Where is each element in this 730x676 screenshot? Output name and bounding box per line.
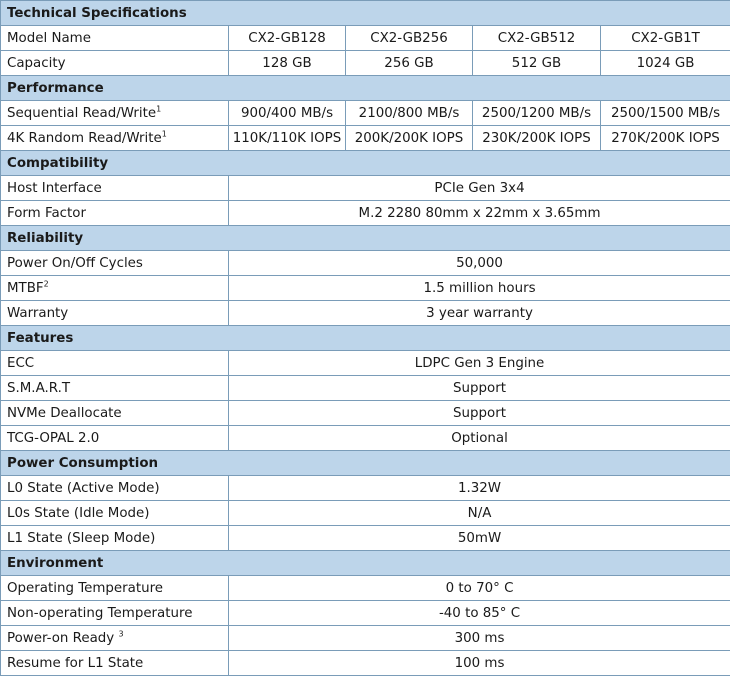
row-label: Non-operating Temperature [1,601,229,626]
value-cell: 3 year warranty [229,301,730,326]
table-row [1,101,730,126]
row-label: L1 State (Sleep Mode) [1,526,229,551]
capacity-cell: 1024 GB [601,51,730,76]
model-cell: CX2-GB128 [229,26,346,51]
table-row [1,276,730,301]
value-cell: 50,000 [229,251,730,276]
table-row [1,126,730,151]
label-text: 4K Random Read/Write [7,131,162,146]
table-row [1,26,730,51]
section-title: Technical Specifications [1,1,730,26]
table-row [1,526,730,551]
footnote-marker: 1 [162,129,167,138]
value-cell: M.2 2280 80mm x 22mm x 3.65mm [229,201,730,226]
model-cell: CX2-GB512 [473,26,601,51]
row-label: NVMe Deallocate [1,401,229,426]
value-cell: 0 to 70° C [229,576,730,601]
label-text: MTBF [7,281,44,296]
value-cell: 110K/110K IOPS [229,126,346,151]
label-text: Sequential Read/Write [7,106,156,121]
section-environment [1,551,730,576]
row-label: Resume for L1 State [1,651,229,676]
row-label [1,276,229,301]
capacity-cell: 512 GB [473,51,601,76]
value-cell: 2500/1200 MB/s [473,101,601,126]
value-cell: 100 ms [229,651,730,676]
value-cell: LDPC Gen 3 Engine [229,351,730,376]
row-label: L0s State (Idle Mode) [1,501,229,526]
value-cell: 50mW [229,526,730,551]
value-cell: 300 ms [229,626,730,651]
row-label: Host Interface [1,176,229,201]
footnote-marker: 3 [118,629,123,638]
row-label: Power On/Off Cycles [1,251,229,276]
section-title: Compatibility [1,151,730,176]
value-cell: PCIe Gen 3x4 [229,176,730,201]
table-row [1,301,730,326]
table-row [1,426,730,451]
table-row [1,626,730,651]
value-cell: 270K/200K IOPS [601,126,730,151]
section-features [1,326,730,351]
section-power-consumption [1,451,730,476]
table-row [1,651,730,676]
row-label: Model Name [1,26,229,51]
value-cell: 2100/800 MB/s [346,101,473,126]
table-row [1,476,730,501]
row-label [1,626,229,651]
section-title: Features [1,326,730,351]
table-row [1,176,730,201]
section-reliability [1,226,730,251]
row-label [1,126,229,151]
row-label: ECC [1,351,229,376]
row-label: L0 State (Active Mode) [1,476,229,501]
row-label: Operating Temperature [1,576,229,601]
value-cell: Optional [229,426,730,451]
value-cell: 900/400 MB/s [229,101,346,126]
value-cell: N/A [229,501,730,526]
model-cell: CX2-GB256 [346,26,473,51]
section-performance [1,76,730,101]
capacity-cell: 128 GB [229,51,346,76]
footnote-marker: 1 [156,104,161,113]
row-label: Warranty [1,301,229,326]
table-row [1,51,730,76]
section-title: Power Consumption [1,451,730,476]
table-row [1,251,730,276]
table-row [1,501,730,526]
row-label: Form Factor [1,201,229,226]
value-cell: 200K/200K IOPS [346,126,473,151]
table-row [1,576,730,601]
model-cell: CX2-GB1T [601,26,730,51]
label-text: Power-on Ready [7,631,114,646]
row-label [1,101,229,126]
table-row [1,351,730,376]
table-row [1,601,730,626]
section-title: Environment [1,551,730,576]
value-cell: 1.32W [229,476,730,501]
value-cell: Support [229,401,730,426]
value-cell: -40 to 85° C [229,601,730,626]
value-cell: 1.5 million hours [229,276,730,301]
section-title: Performance [1,76,730,101]
row-label: S.M.A.R.T [1,376,229,401]
section-technical-specifications [1,1,730,26]
table-row [1,201,730,226]
section-title: Reliability [1,226,730,251]
table-row [1,401,730,426]
value-cell: 2500/1500 MB/s [601,101,730,126]
row-label: TCG-OPAL 2.0 [1,426,229,451]
value-cell: Support [229,376,730,401]
capacity-cell: 256 GB [346,51,473,76]
row-label: Capacity [1,51,229,76]
table-row [1,376,730,401]
value-cell: 230K/200K IOPS [473,126,601,151]
footnote-marker: 2 [44,279,49,288]
section-compatibility [1,151,730,176]
